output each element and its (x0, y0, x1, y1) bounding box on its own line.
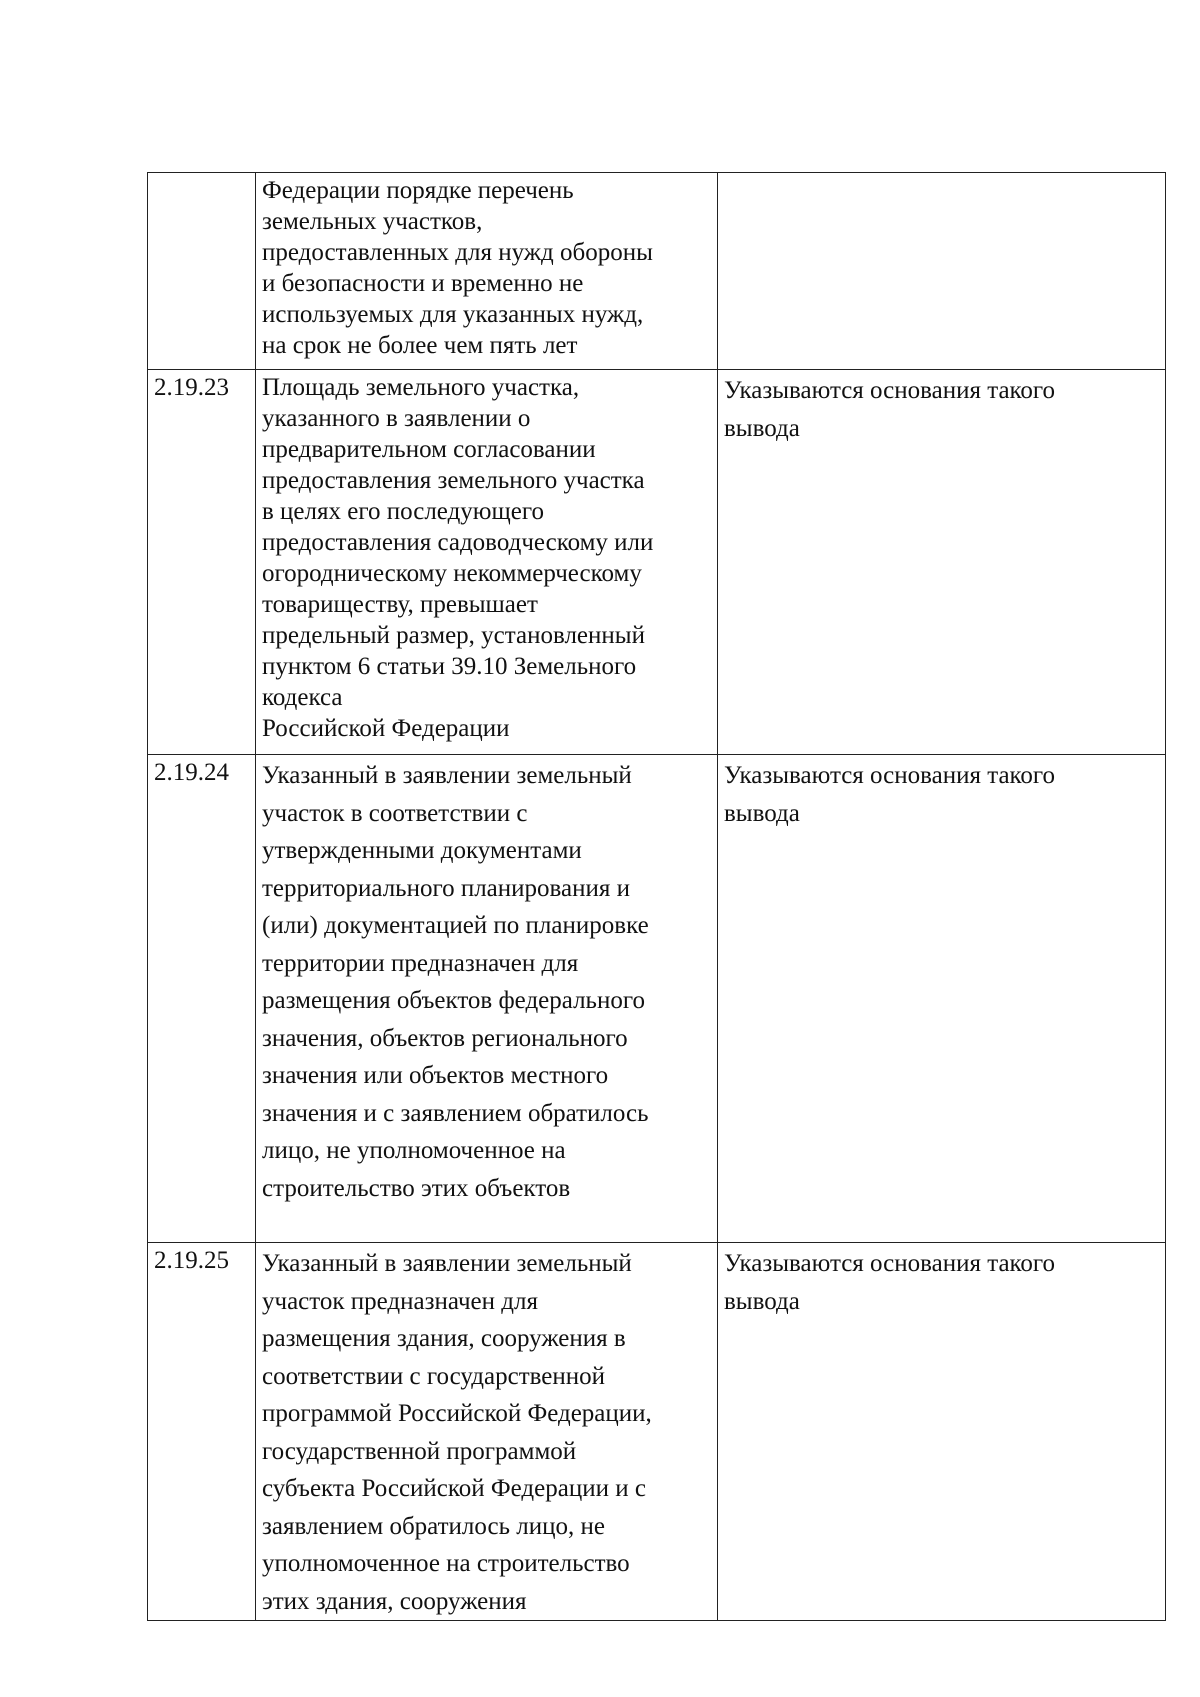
row-number-cell (148, 755, 256, 1243)
row-number: 2.19.24 (154, 759, 229, 786)
note-cell (718, 755, 1166, 1243)
description-line: государственной программой (262, 1437, 577, 1465)
description-cell (256, 173, 718, 370)
note-line: вывода (724, 799, 800, 827)
table-row (148, 755, 1166, 1243)
row-number: 2.19.23 (154, 374, 229, 401)
description-line: Площадь земельного участка, (262, 374, 580, 401)
description-line: используемых для указанных нужд, (262, 301, 644, 328)
description-line: этих здания, сооружения (262, 1587, 527, 1615)
table-row (148, 173, 1166, 370)
note-line: вывода (724, 414, 800, 442)
note-line: Указываются основания такого (724, 1250, 1056, 1277)
description-line: значения или объектов местного (262, 1062, 609, 1089)
description-line: на срок не более чем пять лет (262, 332, 578, 359)
description-line: значения и с заявлением обратилось (262, 1099, 649, 1127)
description-line: размещения объектов федерального (262, 987, 645, 1014)
description-line: уполномоченное на строительство (262, 1550, 630, 1577)
description-line: соответствии с государственной (262, 1362, 606, 1390)
description-line: пунктом 6 статьи 39.10 Земельного (262, 653, 637, 680)
description-line: и безопасности и временно не (262, 270, 584, 297)
description-line: земельных участков, (262, 208, 483, 235)
description-line: Российской Федерации (262, 715, 510, 742)
description-cell (256, 755, 718, 1243)
note-line: вывода (724, 1287, 800, 1315)
note-line: Указываются основания такого (724, 762, 1056, 789)
note-cell (718, 370, 1166, 755)
description-line: товариществу, превышает (262, 591, 538, 618)
row-number (148, 173, 255, 175)
note-cell (718, 173, 1166, 370)
description-line: заявлением обратилось лицо, не (262, 1512, 605, 1540)
description-cell (256, 1243, 718, 1621)
description-line: размещения здания, сооружения в (262, 1325, 626, 1352)
description-line: Федерации порядке перечень (262, 177, 574, 204)
row-number-cell (148, 370, 256, 755)
description-line: огородническому некоммерческому (262, 560, 642, 587)
description-line: предельный размер, установленный (262, 622, 645, 649)
description-line: указанного в заявлении о (262, 405, 531, 432)
description-line: лицо, не уполномоченное на (262, 1137, 566, 1164)
description-line: предоставленных для нужд обороны (262, 239, 653, 266)
description-line: в целях его последующего (262, 498, 544, 525)
description-line: предварительном согласовании (262, 436, 596, 463)
row-number-cell (148, 173, 256, 370)
requirements-table (147, 172, 1166, 1621)
description-line: Указанный в заявлении земельный (262, 762, 632, 789)
description-line: предоставления земельного участка (262, 467, 645, 494)
description-line: территориального планирования и (262, 874, 630, 902)
description-line: субъекта Российской Федерации и с (262, 1475, 646, 1502)
description-line: утвержденными документами (262, 837, 582, 864)
description-line: участок в соответствии с (262, 799, 528, 827)
description-line: кодекса (262, 684, 343, 711)
description-line: Указанный в заявлении земельный (262, 1250, 632, 1277)
description-line: предоставления садоводческому или (262, 529, 654, 556)
table-row (148, 1243, 1166, 1621)
description-cell (256, 370, 718, 755)
note-cell (718, 1243, 1166, 1621)
description-line: программой Российской Федерации, (262, 1400, 652, 1427)
row-number-cell (148, 1243, 256, 1621)
table-row (148, 370, 1166, 755)
description-line: (или) документацией по планировке (262, 912, 649, 939)
description-line: участок предназначен для (262, 1287, 538, 1315)
description-line: значения, объектов регионального (262, 1024, 628, 1052)
row-number: 2.19.25 (154, 1247, 229, 1274)
note-line: Указываются основания такого (724, 377, 1056, 404)
description-line: территории предназначен для (262, 949, 579, 977)
description-line: строительство этих объектов (262, 1174, 571, 1202)
